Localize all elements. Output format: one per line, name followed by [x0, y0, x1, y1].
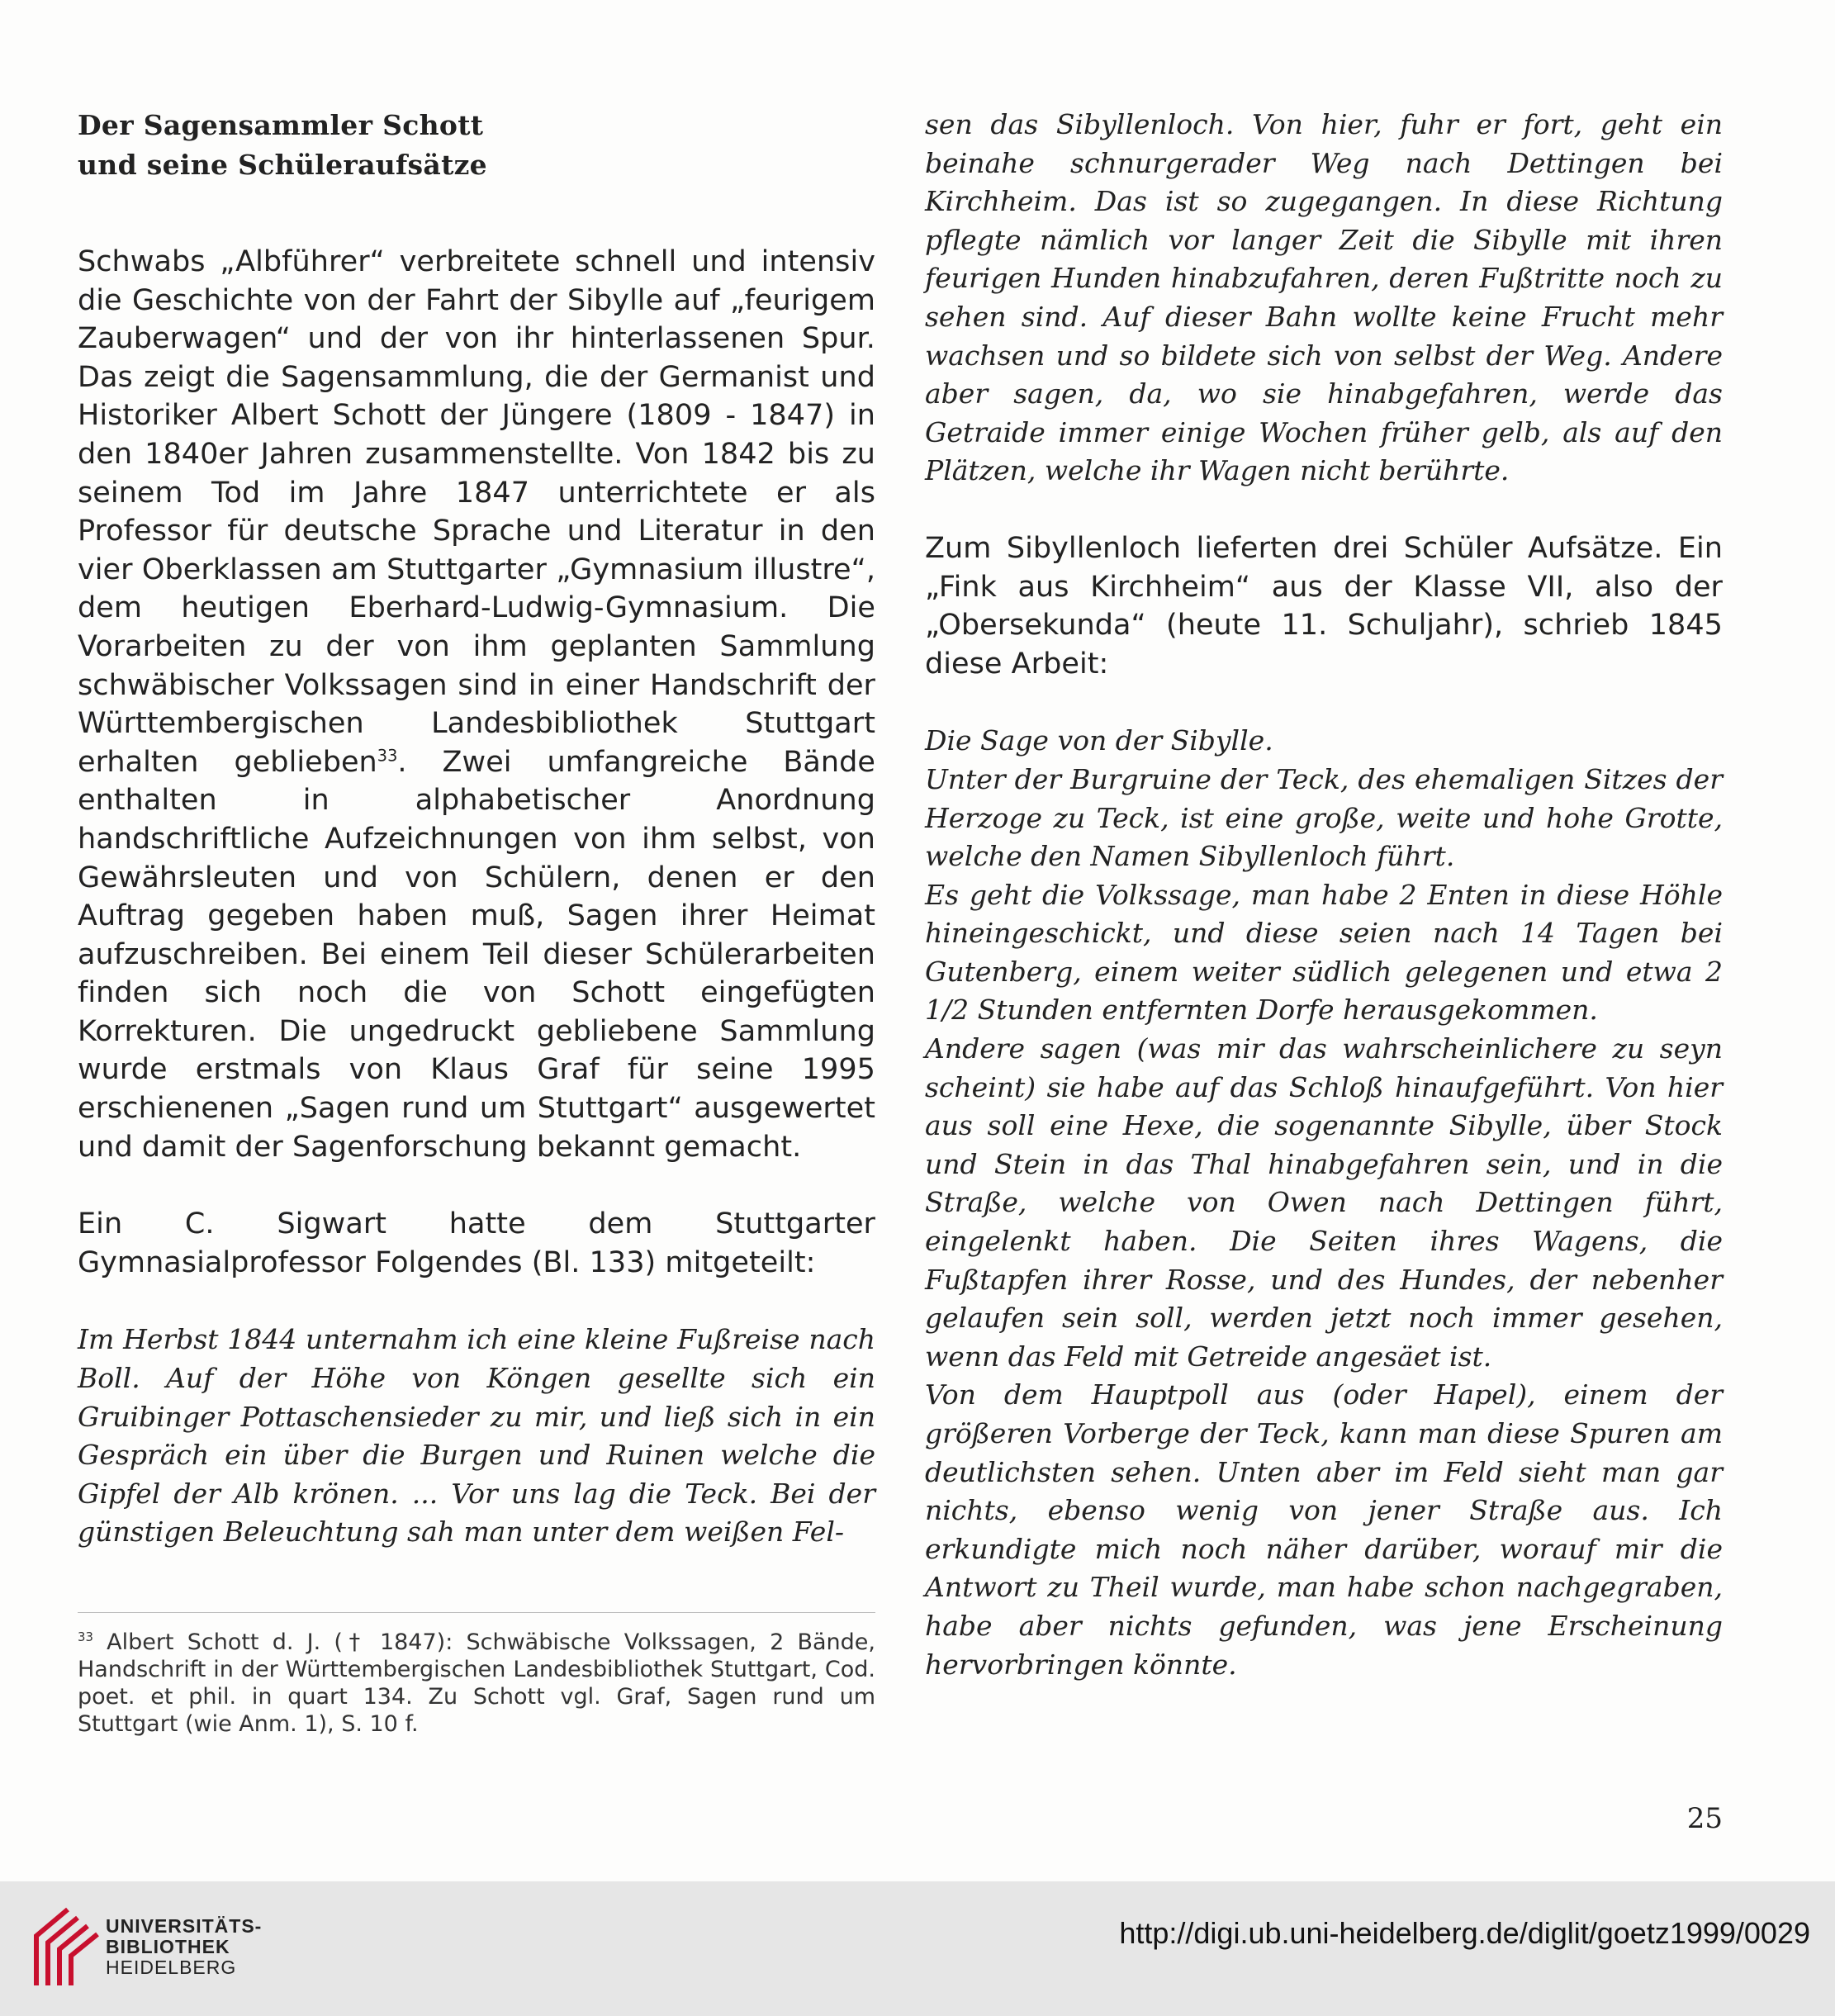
- paragraph-sigwart: Ein C. Sigwart hatte dem Stuttgarter Gymnasialprofessor Folgendes (Bl. 133) mitgeteilt:: [78, 1207, 875, 1279]
- heading-line-2: und seine Schüleraufsätze: [78, 149, 487, 181]
- section-heading: [78, 106, 875, 185]
- quote-sigwart-continued: sen das Sibyllenloch. Von hier, fuhr er fort, geht ein beinahe schnurgerader Weg nach Dettingen bei Kirchheim. Das ist so zugegangen. In diese Richtung pflegte nämlich vor langer Zeit die Sibylle mit ihren feurigen Hunden hinabzufahren, deren Fußtritte noch zu sehen sind. Auf dieser Bahn wollte keine Frucht mehr wachsen und so bildete sich von selbst der Weg. Andere aber sagen, da, wo sie hinabgefahren, werde das Getraide immer einige Wochen früher gelb, als auf den Plätzen, welche ihr Wagen nicht berührte.: [925, 108, 1723, 487]
- footnote-reference[interactable]: 33: [377, 746, 398, 766]
- right-column: [925, 106, 1723, 1684]
- footnote-33: $^{33}$ Albert Schott d. J. († 1847): Schwäbische Volkssagen, 2 Bände, Handschrift in der Württembergischen Landesbibliothek Stuttgart, Cod. poet. et phil. in quart 134. Zu Schott vgl. Graf, Sagen rund um Stuttgart (wie Anm. 1), S. 10 f.: [78, 1629, 875, 1737]
- essay-title: Die Sage von der Sibylle.: [925, 724, 1273, 757]
- ub-heidelberg-logo-icon: [20, 1903, 111, 1994]
- quote-sigwart: Im Herbst 1844 unternahm ich eine kleine Fußreise nach Boll. Auf der Höhe von Köngen gesellte sich ein Gruibinger Pottaschensieder zu mir, und ließ sich in ein Gespräch ein über die Burgen und Ruinen welche die Gipfel der Alb krönen. ... Vor uns lag die Teck. Bei der günstigen Beleuchtung sah man unter dem weißen Fel-: [78, 1323, 875, 1549]
- essay-paragraph-3: Andere sagen (was mir das wahrscheinlichere zu seyn scheint) sie habe auf das Schloß hinaufgeführt. Von hier aus soll eine Hexe, die sogenannte Sibylle, über Stock und Stein in das Thal hinabgefahren sein, und in die Straße, welche von Owen nach Dettingen führt, eingelenkt haben. Die Seiten ihres Wagens, die Fußtapfen ihrer Rosse, und des Hundes, der nebenher gelaufen sein soll, werden jetzt noch immer gesehen, wenn das Feld mit Getreide angesäet ist.: [925, 1032, 1723, 1373]
- essay-paragraph-1: Unter der Burgruine der Teck, des ehemaligen Sitzes der Herzoge zu Teck, ist eine große, weite und hohe Grotte, welche den Namen Sibyllenloch führt.: [925, 762, 1723, 873]
- paragraph-albfuehrer: Schwabs „Albführer“ verbreitete schnell und intensiv die Geschichte von der Fahrt der Sibylle auf „feurigem Zauberwagen“ und der von ihr hinterlassenen Spur. Das zeigt die Sagensammlung, die der Germanist und Historiker Albert Schott der Jüngere (1809 - 1847) in den 1840er Jahren zusammenstellte. Von 1842 bis zu seinem Tod im Jahre 1847 unterrichtete er als Professor für deutsche Sprache und Literatur in den vier Oberklassen am Stuttgarter „Gymnasium illustre“, dem heutigen Eberhard-Ludwig-Gymnasium. Die Vorarbeiten zu der von ihm geplanten Sammlung schwäbischer Volkssagen sind in einer Handschrift der Württembergischen Landesbibliothek Stuttgart erhalten geblieben$^{33}$. Zwei umfangreiche Bände enthalten in alphabetischer Anordnung handschriftliche Aufzeichnungen von ihm selbst, von Gewährsleuten und von Schülern, denen er den Auftrag gegeben haben muß, Sagen ihrer Heimat aufzuschreiben. Bei einem Teil dieser Schülerarbeiten finden sich noch die von Schott eingefügten Korrekturen. Die ungedruckt gebliebene Sammlung wurde erstmals von Klaus Graf für seine 1995 erschienenen „Sagen rund um Stuttgart“ ausgewertet und damit der Sagenforschung bekannt gemacht.: [78, 245, 875, 1164]
- essay-paragraph-2: Es geht die Volkssage, man habe 2 Enten in diese Höhle hineingeschickt, und diese seien nach 14 Tagen bei Gutenberg, einem weiter südlich gelegenen und etwa 2 1/2 Stunden entfernten Dorfe herausgekommen.: [925, 878, 1723, 1027]
- left-column: [78, 106, 875, 1552]
- paragraph-schueleraufsaetze: Zum Sibyllenloch lieferten drei Schüler Aufsätze. Ein „Fink aus Kirchheim“ aus der Klasse VII, also der „Obersekunda“ (heute 11. Schuljahr), schrieb 1845 diese Arbeit:: [925, 531, 1723, 681]
- digitization-footer: [0, 1881, 1835, 2016]
- library-name: UNIVERSITÄTS- BIBLIOTHEK HEIDELBERG: [106, 1915, 263, 1978]
- footnote-divider: [78, 1612, 875, 1613]
- page-number: 25: [1686, 1802, 1723, 1835]
- heading-line-1: Der Sagensammler Schott: [78, 109, 484, 141]
- source-url-link[interactable]: http://digi.ub.uni-heidelberg.de/diglit/goetz1999/0029: [1119, 1916, 1810, 1950]
- essay-paragraph-4: Von dem Hauptpoll aus (oder Hapel), einem der größeren Vorberge der Teck, kann man diese Spuren am deutlichsten sehen. Unten aber im Feld sieht man gar nichts, ebenso wenig von jener Straße aus. Ich erkundigte mich noch näher darüber, worauf mir die Antwort zu Theil wurde, man habe schon nachgegraben, habe aber nichts gefunden, was jene Erscheinung hervorbringen könnte.: [925, 1378, 1723, 1681]
